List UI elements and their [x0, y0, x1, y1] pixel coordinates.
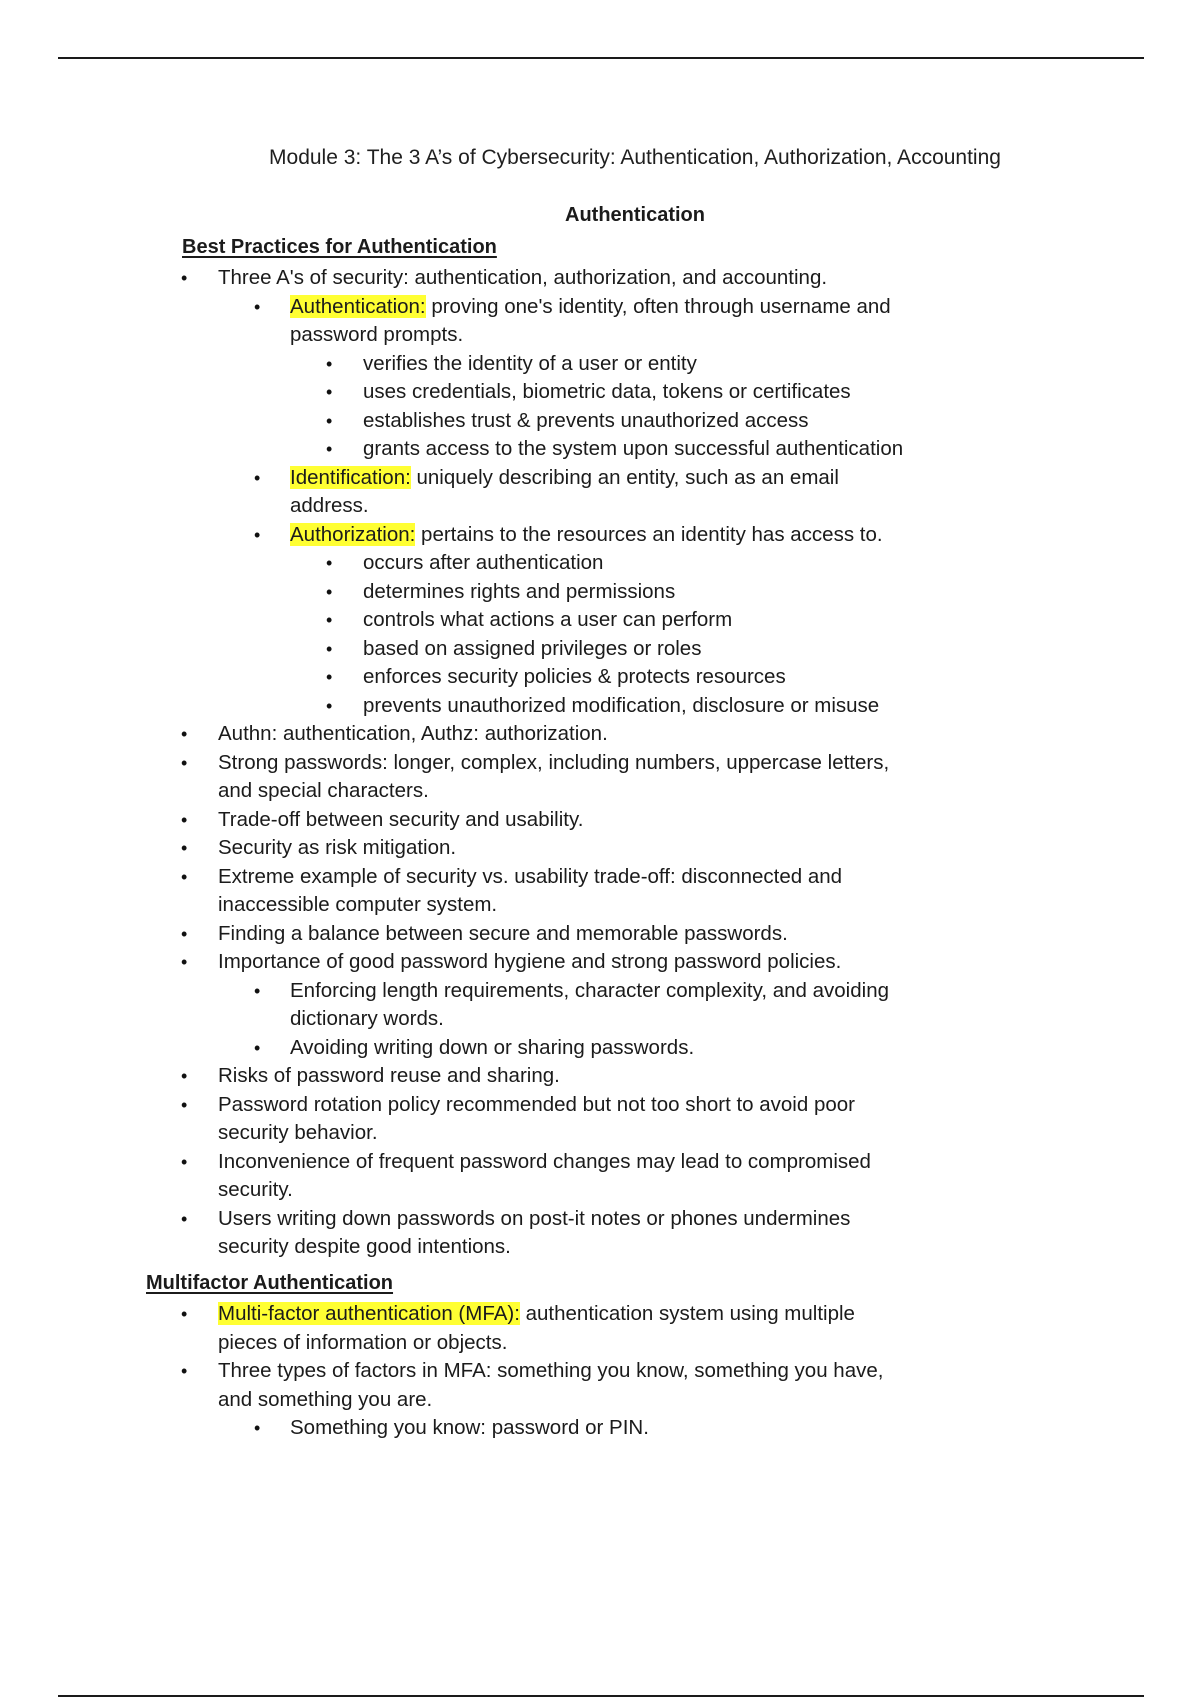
list-item — [0, 1062, 910, 1091]
list-item-text: uses credentials, biometric data, tokens or certificates — [363, 380, 851, 403]
list-item-text: Finding a balance between secure and memorable passwords. — [218, 921, 788, 945]
list-item — [0, 407, 910, 436]
list-item — [0, 1414, 910, 1443]
list-item-text: based on assigned privileges or roles — [363, 636, 702, 660]
topic-heading: Authentication — [565, 204, 705, 226]
list-item-text: Something you know: password or PIN. — [290, 1416, 649, 1439]
list-item — [0, 977, 910, 1034]
list-item — [0, 948, 910, 977]
list-item — [0, 521, 910, 550]
list-item-text: establishes trust & prevents unauthorized access — [363, 408, 809, 432]
list-item-text: authentication system using multiple pieces of information or objects. — [218, 1302, 855, 1354]
footer-rule — [58, 1695, 1144, 1697]
list-item — [0, 920, 910, 949]
list-item-text: verifies the identity of a user or entity — [363, 351, 697, 375]
list-item — [0, 578, 910, 607]
list-item — [0, 720, 910, 749]
list-item-text: determines rights and permissions — [363, 579, 676, 603]
list-item-text: uniquely describing an entity, such as an email address. — [290, 465, 839, 517]
list-item-text: controls what actions a user can perform — [363, 608, 733, 631]
highlighted-term: Authentication: — [290, 294, 426, 318]
list-item-text: Three types of factors in MFA: something you know, something you have, and something you are. — [218, 1359, 884, 1411]
list-item — [0, 549, 910, 578]
list-item-text: Password rotation policy recommended but not too short to avoid poor security behavior. — [218, 1092, 855, 1144]
list-item — [0, 293, 910, 350]
list-item-text: prevents unauthorized modification, disclosure or misuse — [363, 693, 880, 717]
list-item-text: pertains to the resources an identity has access to. — [415, 522, 883, 546]
list-item-text: Extreme example of security vs. usability trade-off: disconnected and inaccessible computer system. — [218, 864, 843, 916]
highlighted-term: Authorization: — [290, 522, 416, 546]
list-item — [0, 264, 910, 293]
module-title: Module 3: The 3 A’s of Cybersecurity: Authentication, Authorization, Accounting — [269, 146, 1001, 169]
multifactor-list — [0, 1300, 910, 1443]
header-rule — [58, 57, 1144, 59]
list-item — [0, 1205, 910, 1262]
list-item — [0, 606, 910, 635]
list-item-text: Trade-off between security and usability. — [218, 807, 584, 831]
list-item-text: enforces security policies & protects resources — [363, 665, 786, 688]
list-item — [0, 749, 910, 806]
list-item — [0, 1034, 910, 1063]
list-item-text: Three A's of security: authentication, authorization, and accounting. — [218, 266, 828, 289]
list-item — [0, 1300, 910, 1357]
list-item — [0, 435, 910, 464]
best-practices-list — [0, 264, 910, 1262]
section-heading-best-practices: Best Practices for Authentication — [182, 236, 497, 258]
list-item-text: occurs after authentication — [363, 551, 604, 574]
list-item — [0, 1148, 910, 1205]
highlighted-term: Identification: — [290, 465, 411, 489]
list-item — [0, 378, 910, 407]
list-item-text: Security as risk mitigation. — [218, 836, 457, 859]
list-item-text: Enforcing length requirements, character complexity, and avoiding dictionary words. — [290, 978, 889, 1030]
list-item-text: Users writing down passwords on post-it notes or phones undermines security despite good intentions. — [218, 1206, 851, 1258]
list-item — [0, 834, 910, 863]
list-item-text: Avoiding writing down or sharing passwords. — [290, 1035, 695, 1059]
section-heading-multifactor: Multifactor Authentication — [146, 1272, 394, 1294]
list-item-text: Importance of good password hygiene and strong password policies. — [218, 950, 842, 973]
list-item — [0, 663, 910, 692]
list-item-text: grants access to the system upon successful authentication — [363, 437, 904, 460]
list-item — [0, 806, 910, 835]
list-item — [0, 350, 910, 379]
list-item — [0, 863, 910, 920]
list-item — [0, 635, 910, 664]
list-item-text: proving one's identity, often through username and password prompts. — [290, 294, 891, 346]
list-item-text: Risks of password reuse and sharing. — [218, 1064, 560, 1087]
list-item-text: Strong passwords: longer, complex, including numbers, uppercase letters, and special characters. — [218, 750, 890, 802]
list-item-text: Inconvenience of frequent password changes may lead to compromised security. — [218, 1149, 871, 1201]
list-item — [0, 464, 910, 521]
highlighted-term: Multi-factor authentication (MFA): — [218, 1302, 520, 1325]
list-item — [0, 692, 910, 721]
list-item — [0, 1091, 910, 1148]
list-item-text: Authn: authentication, Authz: authorization. — [218, 722, 608, 745]
list-item — [0, 1357, 910, 1414]
